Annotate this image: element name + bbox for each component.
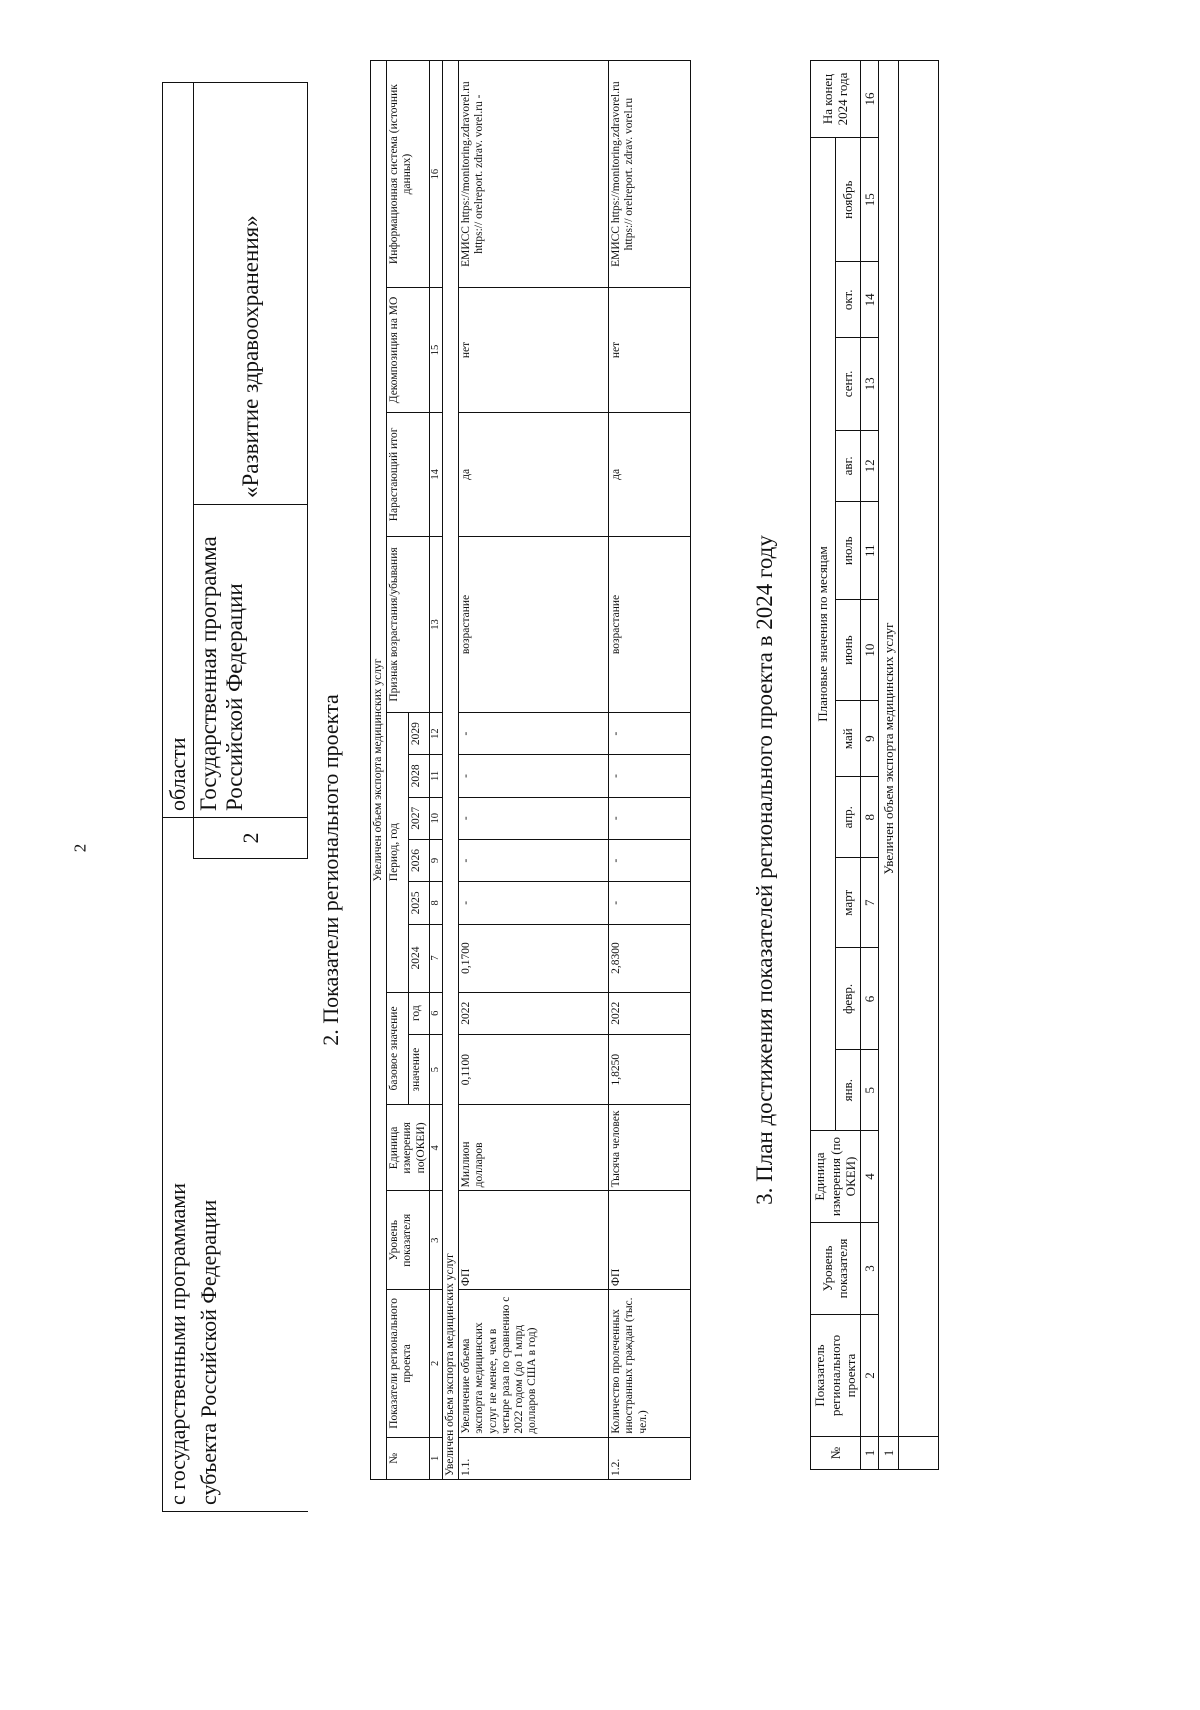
column-number: 1 — [860, 1437, 879, 1470]
column-number: 9 — [429, 839, 442, 881]
month-header: февр. — [835, 948, 860, 1050]
column-number: 16 — [860, 61, 879, 138]
column-number: 8 — [429, 882, 442, 924]
plan-level-header: Уровень показателя — [811, 1223, 861, 1315]
col-unit-header: Единица измерения по(ОКЕИ) — [387, 1105, 430, 1191]
header-program: Государственная программа Российской Федерации — [194, 505, 308, 818]
month-header: апр. — [835, 777, 860, 858]
header-label-1: с государственными программами — [163, 818, 194, 1512]
column-number: 11 — [860, 502, 879, 600]
plan-months-header: Плановые значения по месяцам — [811, 138, 836, 1131]
column-number: 10 — [429, 797, 442, 839]
column-number: 12 — [429, 712, 442, 754]
column-number: 9 — [860, 700, 879, 777]
row-base-value: 0,1100 — [459, 1034, 609, 1105]
month-header: авг. — [835, 430, 860, 502]
row-year-value: 2,8300 — [609, 924, 691, 992]
column-number: 13 — [429, 537, 442, 713]
row-unit: Миллион долларов — [459, 1105, 609, 1191]
col-num-header: № — [387, 1437, 430, 1479]
column-number: 4 — [429, 1105, 442, 1191]
year-header: 2028 — [408, 755, 429, 797]
column-number: 16 — [429, 61, 442, 288]
table-row — [609, 61, 691, 1480]
page-number: 2 — [70, 843, 90, 853]
row-level: ФП — [609, 1191, 691, 1290]
row-year-value: - — [459, 755, 609, 797]
year-header: 2027 — [408, 797, 429, 839]
row-decomposition: нет — [459, 288, 609, 412]
col-indicator-header: Показатели регионального проекта — [387, 1290, 430, 1438]
row-base-year: 2022 — [609, 992, 691, 1034]
column-number: 3 — [429, 1191, 442, 1290]
row-year-value: 0,1700 — [459, 924, 609, 992]
month-header: июнь — [835, 600, 860, 700]
header-value-1: области — [163, 83, 194, 818]
plan-column-numbers-row — [860, 61, 879, 1470]
year-header: 2024 — [408, 924, 429, 992]
row-base-year: 2022 — [459, 992, 609, 1034]
column-number: 1 — [429, 1437, 442, 1479]
col-base-year-header: год — [408, 992, 429, 1034]
plan-unit-header: Единица измерения (по ОКЕИ) — [811, 1131, 861, 1223]
row-year-value: - — [459, 839, 609, 881]
indicators-section-row: Увеличен объем экспорта медицинских услуг — [442, 61, 458, 1480]
row-unit: Тысяча человек — [609, 1105, 691, 1191]
col-base-header: базовое значение — [387, 992, 408, 1105]
row-system: ЕМИСС https://monitoring.zdravorel.ru https:// orelreport. zdrav. vorel.ru — [609, 61, 691, 288]
column-number: 14 — [860, 262, 879, 338]
row-year-value: - — [609, 839, 691, 881]
column-number: 4 — [860, 1131, 879, 1223]
column-number: 3 — [860, 1223, 879, 1315]
plan-indicator-header: Показатель регионального проекта — [811, 1315, 861, 1437]
header-value-2: «Развитие здравоохранения» — [194, 83, 308, 505]
column-number: 6 — [429, 992, 442, 1034]
year-header: 2025 — [408, 882, 429, 924]
row-indicator: Количество пролеченных иностранных граждан (тыс. чел.) — [609, 1290, 691, 1438]
row-decomposition: нет — [609, 288, 691, 412]
indicators-goal: Увеличен объем экспорта медицинских услуг — [371, 61, 387, 1480]
row-num: 1.1. — [459, 1437, 609, 1479]
month-header: янв. — [835, 1050, 860, 1131]
column-numbers-row — [429, 61, 442, 1480]
row-year-value: - — [609, 797, 691, 839]
column-number: 15 — [429, 288, 442, 412]
table-row — [459, 61, 609, 1480]
column-number: 7 — [860, 858, 879, 948]
program-header-table — [162, 82, 308, 1512]
column-number: 5 — [429, 1034, 442, 1105]
col-period-header: Период, год — [387, 712, 408, 992]
col-base-value-header: значение — [408, 1034, 429, 1105]
column-number: 7 — [429, 924, 442, 992]
col-level-header: Уровень показателя — [387, 1191, 430, 1290]
column-number: 2 — [860, 1315, 879, 1437]
row-level: ФП — [459, 1191, 609, 1290]
row-year-value: - — [459, 712, 609, 754]
year-header: 2026 — [408, 839, 429, 881]
column-number: 10 — [860, 600, 879, 700]
column-number: 14 — [429, 412, 442, 536]
plan-section-row: Увеличен объем экспорта медицинских услуг — [879, 61, 899, 1437]
column-number: 13 — [860, 338, 879, 430]
plan-year-end-header: На конец 2024 года — [811, 61, 861, 138]
header-number: 2 — [194, 818, 308, 859]
column-number: 2 — [429, 1290, 442, 1438]
row-year-value: - — [609, 755, 691, 797]
section-2-title: 2. Показатели регионального проекта — [318, 694, 343, 1046]
month-header: май — [835, 700, 860, 777]
header-label-2: субъекта Российской Федерации — [194, 859, 308, 1512]
row-num: 1.2. — [609, 1437, 691, 1479]
row-base-value: 1,8250 — [609, 1034, 691, 1105]
month-header: июль — [835, 502, 860, 600]
column-number: 11 — [429, 755, 442, 797]
row-year-value: - — [459, 797, 609, 839]
row-cumulative: да — [459, 412, 609, 536]
monthly-plan-table — [810, 60, 939, 1470]
column-number: 12 — [860, 430, 879, 502]
month-header: март — [835, 858, 860, 948]
plan-empty-cell — [899, 61, 939, 1437]
row-trend: возрастание — [459, 537, 609, 713]
col-decomposition-header: Декомпозиция на МО — [387, 288, 430, 412]
column-number: 15 — [860, 138, 879, 262]
section-3-title: 3. План достижения показателей регионального проекта в 2024 году — [752, 535, 777, 1205]
row-year-value: - — [609, 712, 691, 754]
rotated-page-content — [0, 60, 1100, 1680]
month-header: ноябрь — [835, 138, 860, 262]
column-number: 6 — [860, 948, 879, 1050]
column-number: 5 — [860, 1050, 879, 1131]
month-header: сент. — [835, 338, 860, 430]
plan-num-header: № — [811, 1437, 861, 1470]
plan-section-num: 1 — [879, 1437, 899, 1470]
column-number: 8 — [860, 777, 879, 858]
col-cumulative-header: Нарастающий итог — [387, 412, 430, 536]
row-year-value: - — [609, 882, 691, 924]
col-trend-header: Признак возрастания/убывания — [387, 537, 430, 713]
row-trend: возрастание — [609, 537, 691, 713]
year-header: 2029 — [408, 712, 429, 754]
month-header: окт. — [835, 262, 860, 338]
row-year-value: - — [459, 882, 609, 924]
col-system-header: Информационная система (источник данных) — [387, 61, 430, 288]
row-system: ЕМИСС https://monitoring.zdravorel.ru https:// orelreport. zdrav. vorel.ru - — [459, 61, 609, 288]
indicators-table — [370, 60, 691, 1480]
plan-empty-cell — [899, 1437, 939, 1470]
row-cumulative: да — [609, 412, 691, 536]
row-indicator: Увеличение объема экспорта медицинских услуг не менее, чем в четыре раза по сравнению с 2022 годом (до 1 млрд долларов США в год) — [459, 1290, 609, 1438]
